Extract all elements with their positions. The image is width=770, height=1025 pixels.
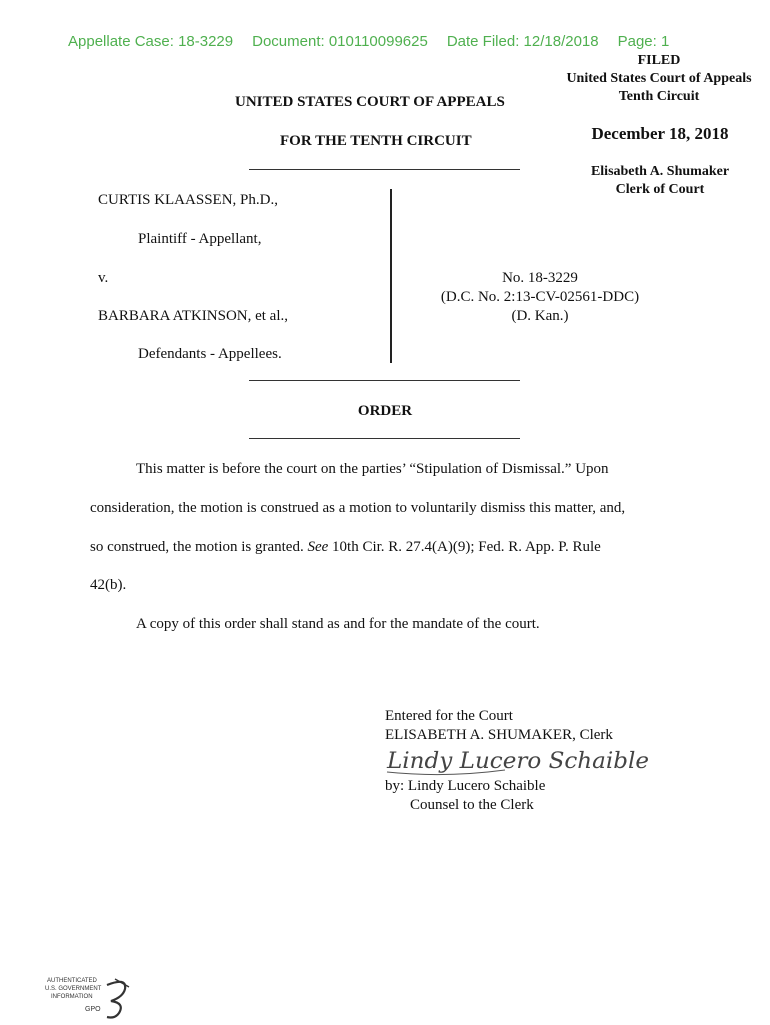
filed-date: December 18, 2018 — [591, 124, 729, 143]
gpo-authentication-logo — [45, 975, 135, 1025]
citation-signal: See — [307, 539, 329, 555]
filed-label: FILED — [637, 53, 681, 68]
signatory-title: Counsel to the Clerk — [410, 797, 534, 813]
divider-bottom — [249, 438, 520, 439]
date-filed-header: Date Filed: 12/18/2018 — [446, 33, 599, 50]
gpo-line-4: GPO — [85, 1006, 101, 1013]
filed-court: United States Court of Appeals — [566, 71, 752, 86]
order-line-4: 42(b). — [90, 577, 127, 593]
caption-divider — [390, 189, 392, 363]
filed-circuit: Tenth Circuit — [618, 89, 700, 104]
signed-by: by: Lindy Lucero Schaible — [385, 778, 546, 794]
gpo-line-2: U.S. GOVERNMENT — [45, 986, 102, 992]
plaintiff-role: Plaintiff - Appellant, — [138, 231, 262, 247]
clerk-line: ELISABETH A. SHUMAKER, Clerk — [385, 727, 613, 743]
order-line-3 — [90, 539, 690, 556]
order-line-1: This matter is before the court on the parties’ “Stipulation of Dismissal.” Upon — [136, 461, 609, 477]
circuit-title: FOR THE TENTH CIRCUIT — [280, 133, 472, 149]
order-line-2: consideration, the motion is construed as a motion to voluntarily dismiss this matter, and, — [90, 500, 626, 516]
document-number-header: Document: 010110099625 — [252, 33, 428, 50]
order-title: ORDER — [357, 403, 413, 419]
gpo-line-3: INFORMATION — [51, 994, 93, 1000]
plaintiff-name: CURTIS KLAASSEN, Ph.D., — [98, 192, 278, 208]
gpo-line-1: AUTHENTICATED — [47, 978, 97, 984]
entered-line: Entered for the Court — [385, 708, 513, 724]
order-line-3-citation: 10th Cir. R. 27.4(A)(9); Fed. R. App. P. Rule — [328, 539, 601, 555]
case-number: No. 18-3229 — [502, 270, 578, 286]
district-case-number: (D.C. No. 2:13-CV-02561-DDC) — [440, 289, 640, 305]
divider-middle — [249, 380, 520, 381]
entered-for-court — [385, 707, 613, 745]
defendant-role: Defendants - Appellees. — [138, 346, 282, 362]
signature-text: Lindy Lucero Schaible — [385, 749, 649, 774]
clerk-block — [560, 163, 760, 199]
filed-stamp — [548, 52, 770, 106]
case-number-block — [420, 269, 660, 326]
order-line-3-text: so construed, the motion is granted. — [90, 539, 308, 555]
clerk-title: Clerk of Court — [615, 182, 705, 197]
signatory-block — [385, 777, 545, 815]
divider-top — [249, 169, 520, 170]
defendant-name: BARBARA ATKINSON, et al., — [98, 308, 289, 324]
court-title: UNITED STATES COURT OF APPEALS — [235, 94, 505, 110]
header-stamp — [68, 33, 688, 50]
mandate-paragraph: A copy of this order shall stand as and for the mandate of the court. — [136, 616, 540, 632]
clerk-name: Elisabeth A. Shumaker — [590, 164, 730, 179]
versus: v. — [98, 270, 109, 286]
district-court: (D. Kan.) — [511, 308, 569, 324]
page-number-header: Page: 1 — [617, 33, 670, 50]
case-number-header: Appellate Case: 18-3229 — [68, 33, 234, 50]
